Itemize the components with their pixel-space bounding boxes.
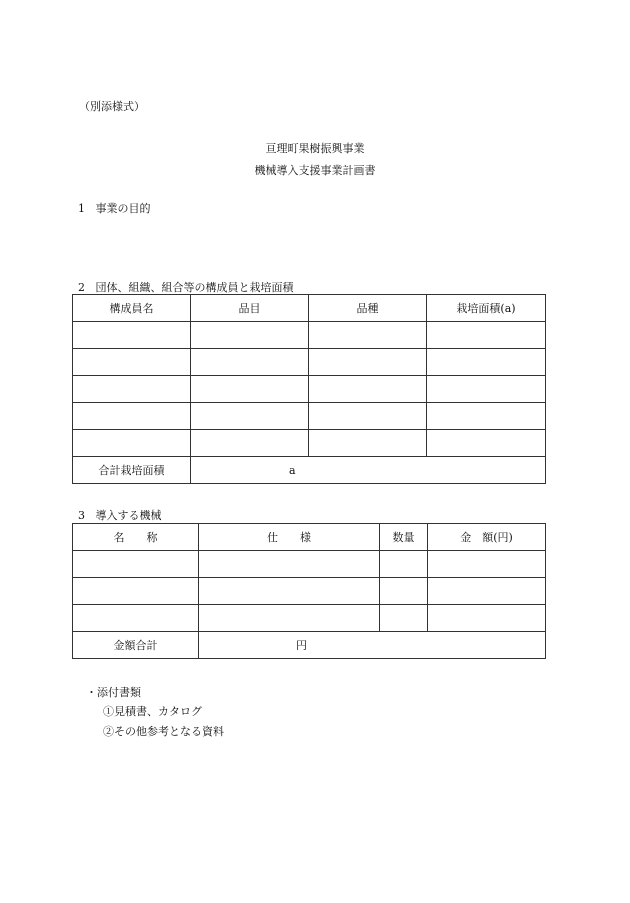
variety-cell[interactable] <box>309 403 427 430</box>
section3-title: 導入する機械 <box>95 509 162 522</box>
table-row <box>73 551 546 578</box>
spec-cell[interactable] <box>199 578 380 605</box>
item-cell[interactable] <box>191 376 309 403</box>
member-name-cell[interactable] <box>73 322 191 349</box>
form-label: （別添様式） <box>79 100 145 113</box>
table-row <box>73 376 546 403</box>
section1-title: 事業の目的 <box>95 202 151 215</box>
members-header-row <box>73 295 546 322</box>
machines-table <box>72 523 546 659</box>
section3-heading <box>78 507 162 523</box>
member-name-cell[interactable] <box>73 430 191 457</box>
area-cell[interactable] <box>427 403 546 430</box>
area-cell[interactable] <box>427 376 546 403</box>
spec-cell[interactable] <box>199 551 380 578</box>
section3-number: 3 <box>78 509 85 522</box>
area-cell[interactable] <box>427 322 546 349</box>
machines-header-row <box>73 524 546 551</box>
machine-name-cell[interactable] <box>73 578 199 605</box>
total-area-value[interactable] <box>191 457 546 484</box>
header-item: 品目 <box>191 295 309 322</box>
amount-cell[interactable] <box>428 551 546 578</box>
table-row <box>73 430 546 457</box>
section1-number: 1 <box>78 202 85 215</box>
item-cell[interactable] <box>191 403 309 430</box>
amount-cell[interactable] <box>428 605 546 632</box>
table-row <box>73 403 546 430</box>
table-row <box>73 349 546 376</box>
total-amount-unit: 円 <box>296 639 307 652</box>
member-name-cell[interactable] <box>73 376 191 403</box>
table-row <box>73 605 546 632</box>
member-name-cell[interactable] <box>73 349 191 376</box>
document-title-line2: 機械導入支援事業計画書 <box>254 164 376 177</box>
section2-heading <box>78 279 294 295</box>
section1-heading <box>78 200 151 216</box>
section2-title: 団体、組織、組合等の構成員と栽培面積 <box>95 281 294 294</box>
quantity-cell[interactable] <box>380 578 428 605</box>
members-table <box>72 294 546 484</box>
header-spec: 仕 様 <box>199 524 380 551</box>
header-quantity: 数量 <box>380 524 428 551</box>
machines-total-row <box>73 632 546 659</box>
total-area-label: 合計栽培面積 <box>73 457 191 484</box>
amount-cell[interactable] <box>428 578 546 605</box>
machine-name-cell[interactable] <box>73 605 199 632</box>
item-cell[interactable] <box>191 430 309 457</box>
attachment-item: ①見積書、カタログ <box>103 705 202 718</box>
machine-name-cell[interactable] <box>73 551 199 578</box>
area-cell[interactable] <box>427 349 546 376</box>
variety-cell[interactable] <box>309 376 427 403</box>
variety-cell[interactable] <box>309 349 427 376</box>
header-machine-name: 名 称 <box>73 524 199 551</box>
spec-cell[interactable] <box>199 605 380 632</box>
table-row <box>73 322 546 349</box>
document-title-line1: 亘理町果樹振興事業 <box>265 142 365 155</box>
total-amount-label: 金額合計 <box>73 632 199 659</box>
quantity-cell[interactable] <box>380 605 428 632</box>
header-area: 栽培面積(a) <box>427 295 546 322</box>
member-name-cell[interactable] <box>73 403 191 430</box>
item-cell[interactable] <box>191 349 309 376</box>
area-cell[interactable] <box>427 430 546 457</box>
section2-number: 2 <box>78 281 85 294</box>
header-variety: 品種 <box>309 295 427 322</box>
header-amount: 金 額(円) <box>428 524 546 551</box>
attachment-item: ②その他参考となる資料 <box>103 725 224 738</box>
table-row <box>73 578 546 605</box>
variety-cell[interactable] <box>309 322 427 349</box>
total-amount-value[interactable] <box>199 632 546 659</box>
header-member-name: 構成員名 <box>73 295 191 322</box>
total-area-unit: a <box>289 463 296 477</box>
item-cell[interactable] <box>191 322 309 349</box>
attachments-heading: ・添付書類 <box>86 686 141 699</box>
members-total-row <box>73 457 546 484</box>
variety-cell[interactable] <box>309 430 427 457</box>
quantity-cell[interactable] <box>380 551 428 578</box>
